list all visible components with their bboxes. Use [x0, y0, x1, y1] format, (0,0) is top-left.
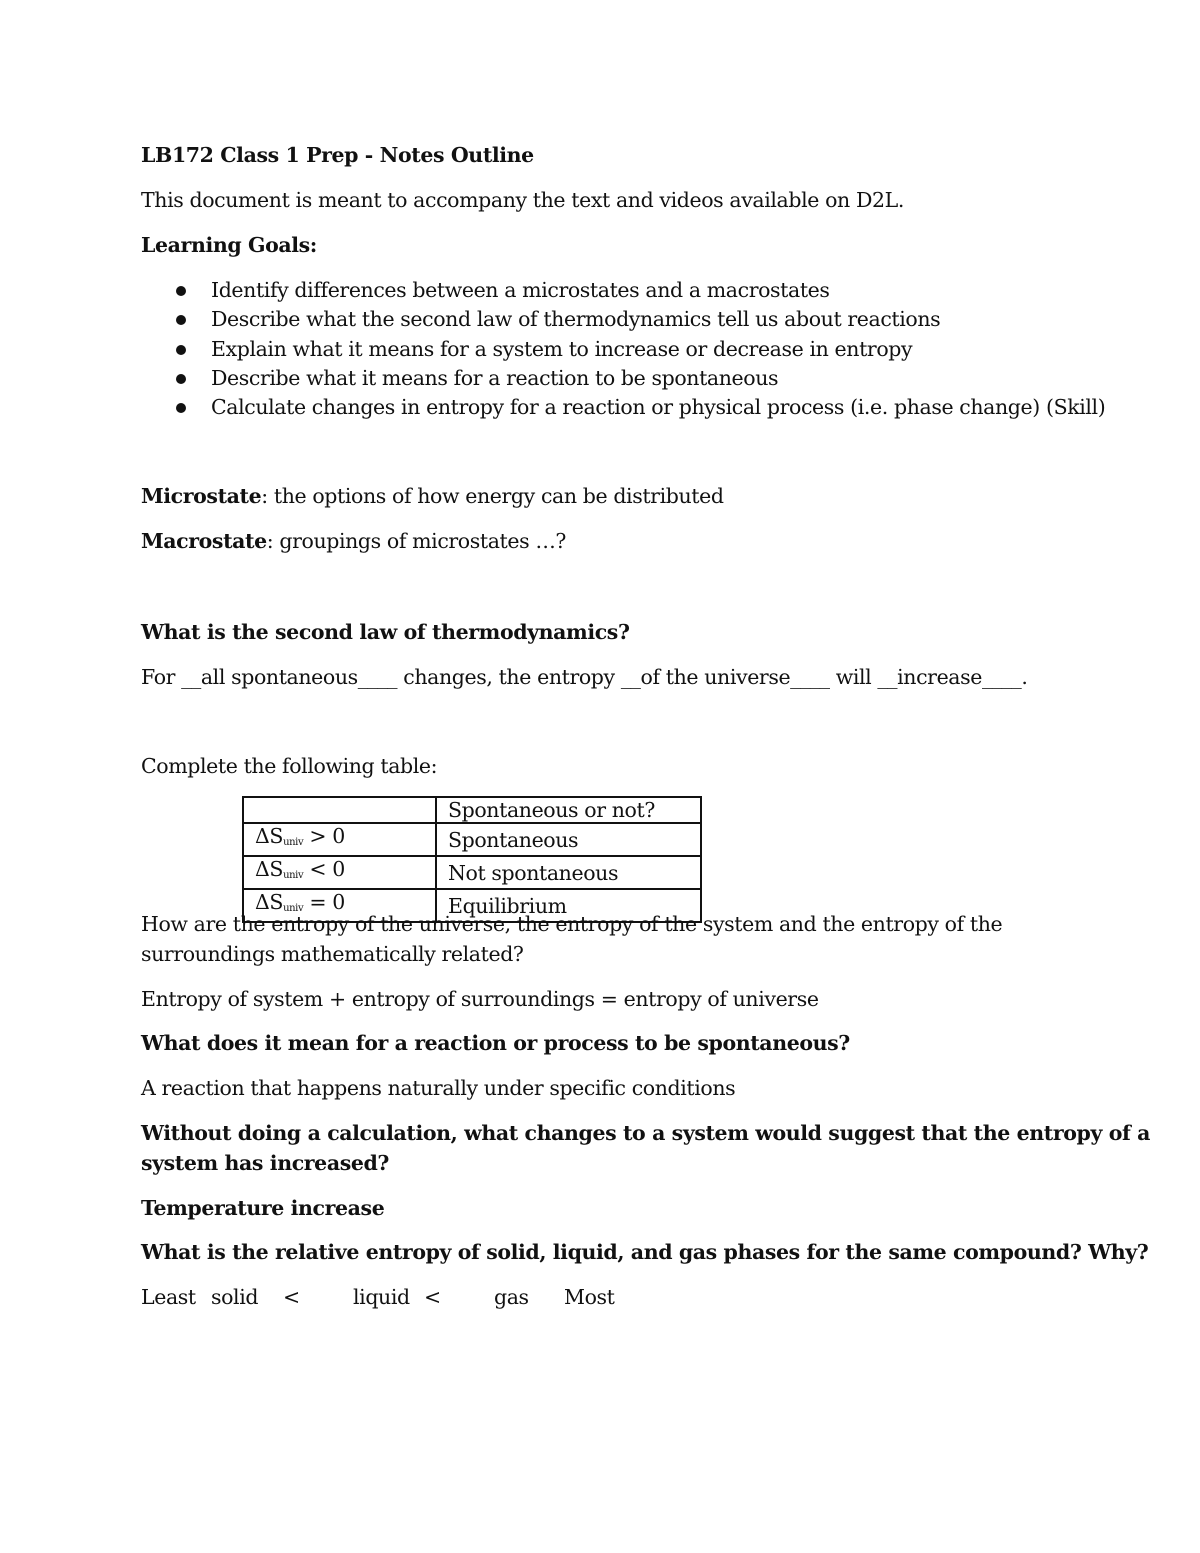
macrostate-definition: [141, 529, 566, 553]
table-header-cell: Spontaneous or not?: [436, 797, 701, 823]
table-header-cell: [243, 797, 436, 823]
list-item: Calculate changes in entropy for a reaction or physical process (i.e. phase change) (Skill): [141, 393, 1105, 422]
entropy-increase-question-line1: Without doing a calculation, what changes to a system would suggest that the entropy of a: [141, 1121, 1151, 1145]
phases-question: What is the relative entropy of solid, liquid, and gas phases for the same compound? Why?: [141, 1240, 1149, 1264]
table-cell-result: Equilibrium: [436, 889, 701, 922]
phases-least: Least: [141, 1285, 196, 1309]
relation-answer: Entropy of system + entropy of surroundings = entropy of universe: [141, 987, 819, 1011]
microstate-term: Microstate: [141, 484, 262, 508]
table-header-row: [243, 797, 701, 823]
phases-gas: gas: [494, 1285, 529, 1309]
intro-text: This document is meant to accompany the text and videos available on D2L.: [141, 188, 904, 212]
table-cell-result: Spontaneous: [436, 823, 701, 856]
list-item: Describe what the second law of thermodynamics tell us about reactions: [141, 305, 1105, 334]
entropy-increase-answer: Temperature increase: [141, 1196, 385, 1220]
list-item: Describe what it means for a reaction to be spontaneous: [141, 364, 1105, 393]
table-row: [243, 823, 701, 856]
macrostate-term: Macrostate: [141, 529, 267, 553]
bullet-icon: [176, 286, 186, 296]
learning-goals-list: [141, 276, 1105, 422]
spontaneous-answer: A reaction that happens naturally under specific conditions: [141, 1076, 736, 1100]
document-title: LB172 Class 1 Prep - Notes Outline: [141, 143, 534, 167]
list-item: Identify differences between a microstates and a macrostates: [141, 276, 1105, 305]
second-law-question: What is the second law of thermodynamics?: [141, 620, 630, 644]
table-cell-condition: $\Delta S_{univ} < 0$: [243, 856, 436, 889]
spontaneous-question: What does it mean for a reaction or process to be spontaneous?: [141, 1031, 850, 1055]
microstate-text: : the options of how energy can be distributed: [261, 484, 724, 508]
table-cell-condition: $\Delta S_{univ} = 0$: [243, 889, 436, 922]
table-row: [243, 856, 701, 889]
table-prompt: Complete the following table:: [141, 754, 438, 778]
phases-less-than-1: <: [283, 1285, 300, 1309]
bullet-icon: [176, 315, 186, 325]
bullet-icon: [176, 403, 186, 413]
relation-question-line2: surroundings mathematically related?: [141, 942, 524, 966]
entropy-increase-question-line2: system has increased?: [141, 1151, 390, 1175]
table-cell-result: Not spontaneous: [436, 856, 701, 889]
macrostate-text: : groupings of microstates …?: [266, 529, 567, 553]
second-law-answer: For __all spontaneous____ changes, the entropy __of the universe____ will __increase____.: [141, 665, 1028, 689]
microstate-definition: [141, 484, 724, 508]
phases-liquid: liquid: [353, 1285, 410, 1309]
table-cell-condition: $\Delta S_{univ} > 0$: [243, 823, 436, 856]
bullet-icon: [176, 345, 186, 355]
relation-question-line1: How are the entropy of the universe, the entropy of the system and the entropy of the: [141, 912, 1003, 936]
bullet-icon: [176, 374, 186, 384]
phases-solid: solid: [211, 1285, 259, 1309]
phases-less-than-2: <: [424, 1285, 441, 1309]
list-item: Explain what it means for a system to increase or decrease in entropy: [141, 335, 1105, 364]
phases-most: Most: [564, 1285, 615, 1309]
entropy-table: [242, 796, 702, 923]
learning-goals-heading: Learning Goals:: [141, 233, 317, 257]
